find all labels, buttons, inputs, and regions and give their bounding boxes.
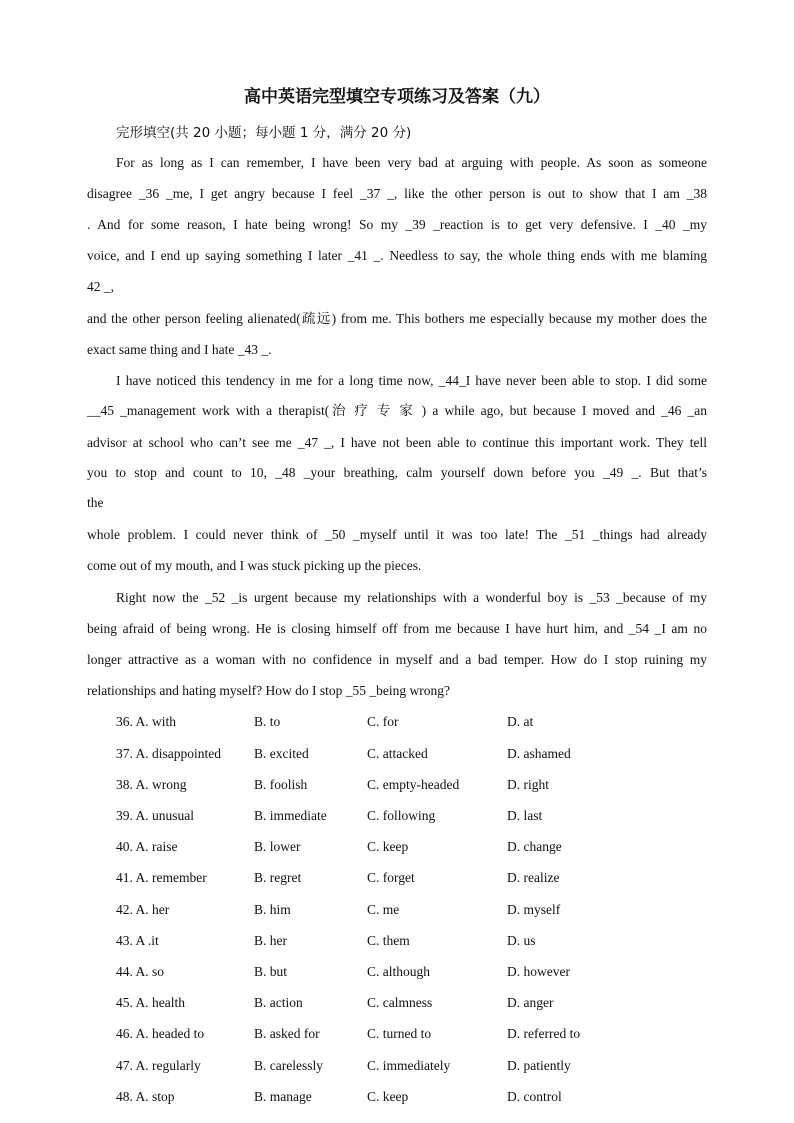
question-row [116,963,716,981]
option-c: C. them [367,933,410,948]
question-row [116,713,716,731]
option-d: D. ashamed [507,746,571,761]
option-d: D. right [507,777,549,792]
passage-line: For as long as I can remember, I have been very bad at arguing with people. As soon as someone [116,155,707,170]
option-d: D. realize [507,870,560,885]
option-b: B. action [254,995,303,1010]
question-row [116,932,716,950]
passage-line: Right now the _52 _is urgent because my relationships with a wonderful boy is _53 _because of my [116,590,707,605]
option-c: C. attacked [367,746,428,761]
option-c: C. following [367,808,436,823]
passage-line: relationships and hating myself? How do I stop _55 _being wrong? [87,683,450,698]
option-d: D. anger [507,995,554,1010]
option-a: 44. A. so [116,964,165,979]
option-a: 41. A. remember [116,870,207,885]
option-a: 46. A. headed to [116,1026,205,1041]
passage-line: voice, and I end up saying something I later _41 _. Needless to say, the whole thing ends with me blaming [87,248,707,263]
option-c: C. turned to [367,1026,432,1041]
section-heading: 完形填空(共 20 小题；每小题 1 分，满分 20 分) [116,125,412,141]
page-title: 高中英语完型填空专项练习及答案（九） [244,87,550,107]
option-d: D. referred to [507,1026,581,1041]
question-row [116,1025,716,1043]
passage-line: and the other person feeling alienated(疏远) from me. This bothers me especially because my mother does the [87,311,707,326]
question-row [116,994,716,1012]
option-d: D. control [507,1089,562,1104]
option-a: 48. A. stop [116,1089,175,1104]
option-d: D. us [507,933,536,948]
option-b: B. excited [254,746,309,761]
option-b: B. lower [254,839,301,854]
question-row [116,838,716,856]
option-c: C. although [367,964,430,979]
option-c: C. me [367,902,400,917]
question-row [116,1088,716,1106]
option-a: 42. A. her [116,902,170,917]
option-a: 40. A. raise [116,839,178,854]
passage-line: you to stop and count to 10, _48 _your breathing, calm yourself down before you _49 _. But that’s [87,465,707,480]
question-row [116,1057,716,1075]
option-a: 39. A. unusual [116,808,195,823]
option-d: D. however [507,964,570,979]
option-b: B. immediate [254,808,327,823]
passage-line: come out of my mouth, and I was stuck picking up the pieces. [87,558,422,573]
passage-line: 42 _, [87,279,114,294]
option-d: D. patiently [507,1058,571,1073]
option-d: D. last [507,808,543,823]
question-row [116,869,716,887]
passage-line: longer attractive as a woman with no confidence in myself and a bad temper. How do I stop ruining my [87,652,707,667]
question-row [116,745,716,763]
option-b: B. asked for [254,1026,320,1041]
option-a: 47. A. regularly [116,1058,201,1073]
question-row [116,776,716,794]
option-c: C. immediately [367,1058,451,1073]
option-c: C. forget [367,870,415,885]
option-a: 45. A. health [116,995,185,1010]
option-b: B. carelessly [254,1058,323,1073]
option-b: B. manage [254,1089,312,1104]
option-b: B. to [254,714,281,729]
question-row [116,807,716,825]
passage-line: disagree _36 _me, I get angry because I feel _37 _, like the other person is out to show that I am _38 [87,186,707,201]
option-c: C. empty-headed [367,777,460,792]
option-c: C. calmness [367,995,433,1010]
option-a: 37. A. disappointed [116,746,221,761]
passage-line: I have noticed this tendency in me for a long time now, _44_I have never been able to stop. I did some [116,373,707,388]
option-a: 36. A. with [116,714,177,729]
option-b: B. her [254,933,287,948]
question-row [116,901,716,919]
passage-line: . And for some reason, I hate being wrong! So my _39 _reaction is to get very defensive. I _40 _my [87,217,707,232]
passage-line: the [87,495,104,510]
option-b: B. regret [254,870,302,885]
option-b: B. but [254,964,288,979]
option-d: D. myself [507,902,561,917]
option-a: 38. A. wrong [116,777,187,792]
passage-line: exact same thing and I hate _43 _. [87,342,272,357]
option-c: C. for [367,714,399,729]
option-b: B. him [254,902,291,917]
option-a: 43. A .it [116,933,159,948]
passage-line: advisor at school who can’t see me _47 _, I have not been able to continue this important work. They tell [87,435,707,450]
passage-line: __45 _management work with a therapist(治 疗 专 家 ) a while ago, but because I moved and _46 _an [87,403,707,418]
option-d: D. change [507,839,562,854]
option-c: C. keep [367,839,409,854]
passage-line: being afraid of being wrong. He is closing himself off from me because I have hurt him, and _54 _I am no [87,621,707,636]
option-c: C. keep [367,1089,409,1104]
option-b: B. foolish [254,777,308,792]
passage-line: whole problem. I could never think of _50 _myself until it was too late! The _51 _things had already [87,527,707,542]
option-d: D. at [507,714,534,729]
